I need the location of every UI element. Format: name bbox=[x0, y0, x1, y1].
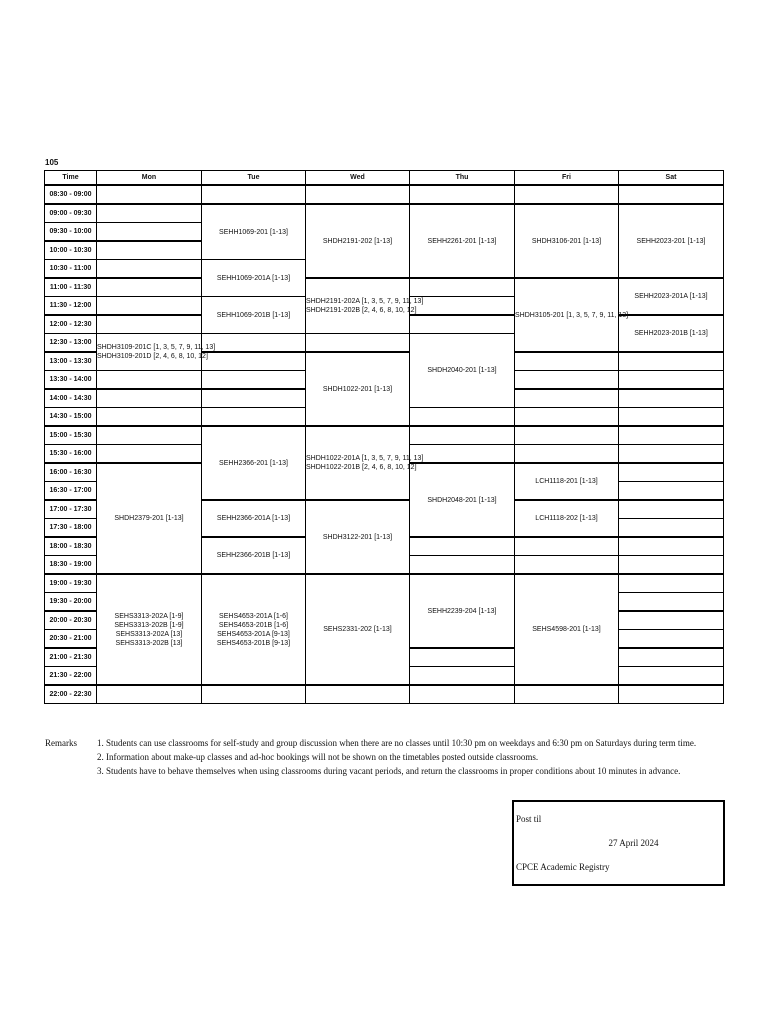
empty-slot bbox=[97, 408, 202, 427]
empty-slot bbox=[619, 574, 724, 593]
remarks-label: Remarks bbox=[45, 738, 77, 748]
time-slot: 10:00 - 10:30 bbox=[45, 241, 97, 260]
empty-slot bbox=[619, 389, 724, 408]
empty-slot bbox=[619, 519, 724, 538]
post-label: Post til bbox=[516, 814, 542, 824]
empty-slot bbox=[619, 611, 724, 630]
header-mon: Mon bbox=[97, 171, 202, 186]
empty-slot bbox=[410, 297, 515, 316]
post-notice-box bbox=[512, 800, 725, 886]
empty-slot bbox=[97, 315, 202, 334]
class-block: SHDH2040-201 [1-13] bbox=[410, 334, 515, 408]
time-slot: 10:30 - 11:00 bbox=[45, 260, 97, 279]
header-wed: Wed bbox=[306, 171, 410, 186]
empty-slot bbox=[410, 426, 515, 445]
empty-slot bbox=[619, 463, 724, 482]
empty-slot bbox=[202, 685, 306, 704]
empty-slot bbox=[97, 223, 202, 242]
time-slot: 13:00 - 13:30 bbox=[45, 352, 97, 371]
empty-slot bbox=[97, 297, 202, 316]
empty-slot bbox=[97, 445, 202, 464]
time-slot: 17:30 - 18:00 bbox=[45, 519, 97, 538]
empty-slot bbox=[410, 537, 515, 556]
empty-slot bbox=[410, 556, 515, 575]
time-slot: 19:30 - 20:00 bbox=[45, 593, 97, 612]
class-block: SHDH2048-201 [1-13] bbox=[410, 463, 515, 537]
class-block: SEHH2023-201 [1-13] bbox=[619, 204, 724, 278]
empty-slot bbox=[410, 685, 515, 704]
empty-slot bbox=[619, 408, 724, 427]
empty-slot bbox=[306, 685, 410, 704]
class-block: SHDH3122-201 [1-13] bbox=[306, 500, 410, 574]
empty-slot bbox=[619, 500, 724, 519]
empty-slot bbox=[619, 648, 724, 667]
time-slot: 18:00 - 18:30 bbox=[45, 537, 97, 556]
empty-slot bbox=[515, 371, 619, 390]
empty-slot bbox=[202, 389, 306, 408]
empty-slot bbox=[619, 352, 724, 371]
time-slot: 17:00 - 17:30 bbox=[45, 500, 97, 519]
empty-slot bbox=[306, 185, 410, 204]
class-block: SEHH2239-204 [1-13] bbox=[410, 574, 515, 648]
class-block: SHDH2191-202A [1, 3, 5, 7, 9, 11, 13] SHDH2191-202B [2, 4, 6, 8, 10, 12] bbox=[306, 278, 410, 334]
class-block: SEHH2366-201A [1-13] bbox=[202, 500, 306, 537]
time-slot: 19:00 - 19:30 bbox=[45, 574, 97, 593]
class-block: SHDH3106-201 [1-13] bbox=[515, 204, 619, 278]
class-block: LCH1118-202 [1-13] bbox=[515, 500, 619, 537]
empty-slot bbox=[202, 334, 306, 353]
class-block: SEHH2261-201 [1-13] bbox=[410, 204, 515, 278]
header-fri: Fri bbox=[515, 171, 619, 186]
empty-slot bbox=[619, 630, 724, 649]
empty-slot bbox=[515, 185, 619, 204]
header-row bbox=[45, 171, 724, 186]
empty-slot bbox=[619, 482, 724, 501]
class-block: SEHH2023-201B [1-13] bbox=[619, 315, 724, 352]
remark-item: 2. Information about make-up classes and ad-hoc bookings will not be shown on the timetables posted outside classrooms. bbox=[97, 752, 539, 762]
time-slot: 13:30 - 14:00 bbox=[45, 371, 97, 390]
empty-slot bbox=[97, 389, 202, 408]
header-sat: Sat bbox=[619, 171, 724, 186]
empty-slot bbox=[619, 537, 724, 556]
class-block: SEHH2366-201 [1-13] bbox=[202, 426, 306, 500]
time-slot: 15:00 - 15:30 bbox=[45, 426, 97, 445]
class-block: SEHS4653-201A [1-6] SEHS4653-201B [1-6] SEHS4653-201A [9-13] SEHS4653-201B [9-13] bbox=[202, 574, 306, 685]
class-block: SHDH1022-201 [1-13] bbox=[306, 352, 410, 426]
time-slot: 21:00 - 21:30 bbox=[45, 648, 97, 667]
timetable bbox=[44, 170, 724, 704]
empty-slot bbox=[306, 334, 410, 353]
empty-slot bbox=[97, 278, 202, 297]
table-row bbox=[45, 204, 724, 223]
empty-slot bbox=[97, 371, 202, 390]
class-block: SEHH1069-201B [1-13] bbox=[202, 297, 306, 334]
time-slot: 08:30 - 09:00 bbox=[45, 185, 97, 204]
time-slot: 20:00 - 20:30 bbox=[45, 611, 97, 630]
header-time: Time bbox=[45, 171, 97, 186]
time-slot: 11:00 - 11:30 bbox=[45, 278, 97, 297]
empty-slot bbox=[97, 260, 202, 279]
empty-slot bbox=[410, 648, 515, 667]
empty-slot bbox=[410, 315, 515, 334]
time-slot: 12:00 - 12:30 bbox=[45, 315, 97, 334]
empty-slot bbox=[202, 408, 306, 427]
class-block: SEHH2366-201B [1-13] bbox=[202, 537, 306, 574]
empty-slot bbox=[97, 685, 202, 704]
remark-item: 1. Students can use classrooms for self-study and group discussion when there are no classes until 10:30 pm on weekdays and 6:30 pm on Saturdays during term time. bbox=[97, 738, 697, 748]
table-row bbox=[45, 185, 724, 204]
time-slot: 20:30 - 21:00 bbox=[45, 630, 97, 649]
class-block: SHDH3105-201 [1, 3, 5, 7, 9, 11, 13] bbox=[515, 278, 619, 352]
class-block: SEHS2331-202 [1-13] bbox=[306, 574, 410, 685]
post-date: 27 April 2024 bbox=[608, 838, 659, 848]
class-block: SEHH1069-201 [1-13] bbox=[202, 204, 306, 260]
empty-slot bbox=[97, 185, 202, 204]
empty-slot bbox=[410, 185, 515, 204]
time-slot: 12:30 - 13:00 bbox=[45, 334, 97, 353]
post-registry: CPCE Academic Registry bbox=[516, 862, 610, 872]
empty-slot bbox=[97, 204, 202, 223]
class-block: SEHH1069-201A [1-13] bbox=[202, 260, 306, 297]
empty-slot bbox=[410, 408, 515, 427]
time-slot: 16:30 - 17:00 bbox=[45, 482, 97, 501]
time-slot: 14:00 - 14:30 bbox=[45, 389, 97, 408]
class-block: LCH1118-201 [1-13] bbox=[515, 463, 619, 500]
class-block: SHDH2191-202 [1-13] bbox=[306, 204, 410, 278]
empty-slot bbox=[619, 445, 724, 464]
empty-slot bbox=[202, 371, 306, 390]
time-slot: 09:30 - 10:00 bbox=[45, 223, 97, 242]
empty-slot bbox=[410, 667, 515, 686]
empty-slot bbox=[515, 408, 619, 427]
time-slot: 15:30 - 16:00 bbox=[45, 445, 97, 464]
room-number: 105 bbox=[45, 158, 59, 167]
header-thu: Thu bbox=[410, 171, 515, 186]
empty-slot bbox=[202, 185, 306, 204]
table-row bbox=[45, 426, 724, 445]
class-block: SHDH2379-201 [1-13] bbox=[97, 463, 202, 574]
table-row bbox=[45, 278, 724, 297]
empty-slot bbox=[619, 593, 724, 612]
empty-slot bbox=[515, 352, 619, 371]
empty-slot bbox=[515, 556, 619, 575]
class-block: SHDH3109-201C [1, 3, 5, 7, 9, 11, 13] SHDH3109-201D [2, 4, 6, 8, 10, 12] bbox=[97, 334, 202, 371]
empty-slot bbox=[515, 426, 619, 445]
remarks-list bbox=[97, 738, 737, 780]
time-slot: 18:30 - 19:00 bbox=[45, 556, 97, 575]
time-slot: 21:30 - 22:00 bbox=[45, 667, 97, 686]
class-block: SEHS3313-202A [1-9] SEHS3313-202B [1-9] SEHS3313-202A [13] SEHS3313-202B [13] bbox=[97, 574, 202, 685]
empty-slot bbox=[515, 389, 619, 408]
time-slot: 14:30 - 15:00 bbox=[45, 408, 97, 427]
empty-slot bbox=[202, 352, 306, 371]
empty-slot bbox=[619, 685, 724, 704]
time-slot: 16:00 - 16:30 bbox=[45, 463, 97, 482]
empty-slot bbox=[619, 185, 724, 204]
table-row bbox=[45, 574, 724, 593]
empty-slot bbox=[515, 685, 619, 704]
empty-slot bbox=[410, 278, 515, 297]
class-block: SEHS4598-201 [1-13] bbox=[515, 574, 619, 685]
table-row bbox=[45, 685, 724, 704]
header-tue: Tue bbox=[202, 171, 306, 186]
empty-slot bbox=[515, 537, 619, 556]
remark-item: 3. Students have to behave themselves when using classrooms during vacant periods, and return the classrooms in proper conditions about 10 minutes in advance. bbox=[97, 766, 681, 776]
empty-slot bbox=[619, 371, 724, 390]
time-slot: 09:00 - 09:30 bbox=[45, 204, 97, 223]
empty-slot bbox=[619, 426, 724, 445]
class-block: SEHH2023-201A [1-13] bbox=[619, 278, 724, 315]
time-slot: 11:30 - 12:00 bbox=[45, 297, 97, 316]
empty-slot bbox=[619, 556, 724, 575]
class-block: SHDH1022-201A [1, 3, 5, 7, 9, 11, 13] SHDH1022-201B [2, 4, 6, 8, 10, 12] bbox=[306, 426, 410, 500]
empty-slot bbox=[619, 667, 724, 686]
empty-slot bbox=[515, 445, 619, 464]
time-slot: 22:00 - 22:30 bbox=[45, 685, 97, 704]
empty-slot bbox=[97, 426, 202, 445]
empty-slot bbox=[97, 241, 202, 260]
empty-slot bbox=[410, 445, 515, 464]
